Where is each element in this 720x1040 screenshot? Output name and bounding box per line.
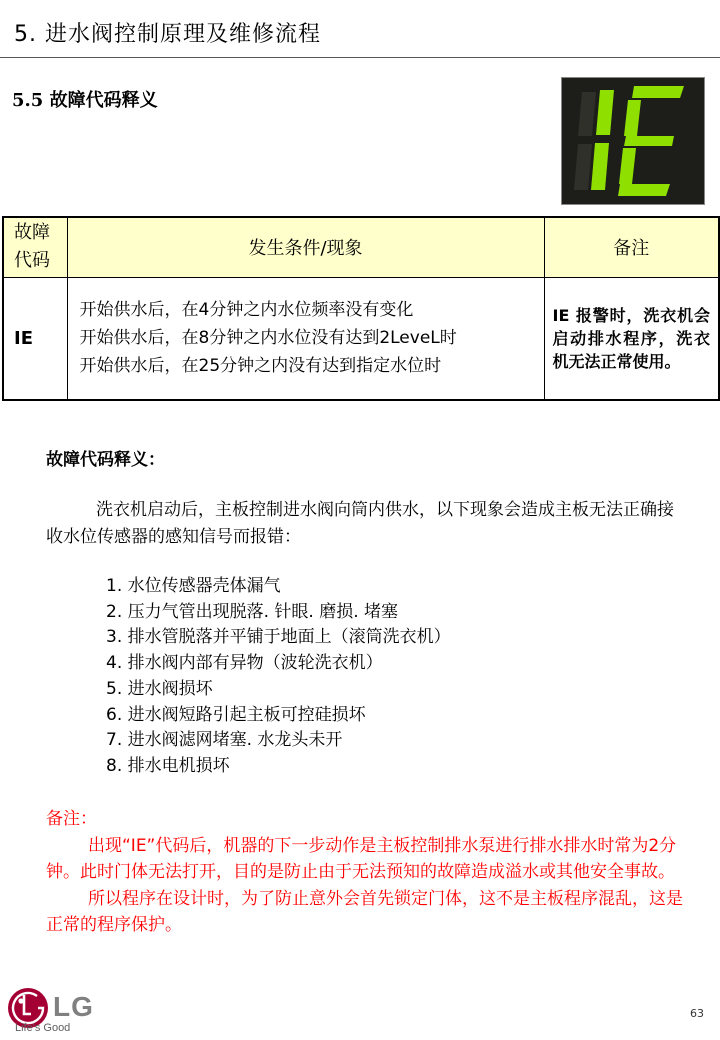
list-item: 1. 水位传感器壳体漏气 xyxy=(106,576,281,596)
header-divider xyxy=(0,57,720,58)
note-text: 所以程序在设计时，为了防止意外会首先锁定门体，这不是主板程序混乱，这是正常的程序保护。 xyxy=(46,888,683,935)
condition-line: 开始供水后，在8分钟之内水位没有达到2LeveL时 xyxy=(79,328,457,349)
ie-display-photo xyxy=(561,77,705,205)
remark-cell: IE 报警时，洗衣机会启动排水程序，洗衣机无法正常使用。 xyxy=(544,277,719,400)
note-paragraph xyxy=(46,833,691,886)
fault-code-table xyxy=(2,216,720,401)
logo-wordmark: LG xyxy=(53,991,94,1022)
condition-line: 开始供水后，在4分钟之内水位频率没有变化 xyxy=(79,300,414,321)
list-item: 2. 压力气管出现脱落. 针眼. 磨损. 堵塞 xyxy=(106,601,399,622)
header-fault-code: 故障代码 xyxy=(3,217,67,277)
table-row xyxy=(3,277,719,400)
list-item: 7. 进水阀滤网堵塞. 水龙头未开 xyxy=(106,730,343,751)
list-item: 4. 排水阀内部有异物（波轮洗衣机） xyxy=(106,653,383,674)
explanation-body xyxy=(46,497,686,551)
section-title: 5.5 故障代码释义 xyxy=(12,90,158,111)
note-paragraph xyxy=(46,886,691,939)
note-label: 备注： xyxy=(46,809,97,829)
note-block xyxy=(46,806,691,939)
page-number: 63 xyxy=(690,1007,704,1020)
logo-tagline: Life's Good xyxy=(15,1022,71,1034)
table-header-row xyxy=(3,217,719,277)
causes-list xyxy=(106,574,451,780)
header-remark: 备注 xyxy=(544,217,719,277)
list-item: 8. 排水电机损坏 xyxy=(106,755,230,776)
page-header-title: 5. 进水阀控制原理及维修流程 xyxy=(14,22,321,47)
fault-code-cell: IE xyxy=(3,277,67,400)
note-text: 出现“IE”代码后，机器的下一步动作是主板控制排水泵进行排水排水时常为2分钟。此时门体无法打开，目的是防止由于无法预知的故障造成溢水或其他安全事故。 xyxy=(46,835,677,882)
header-condition: 发生条件/现象 xyxy=(67,217,544,277)
explanation-title: 故障代码释义： xyxy=(46,450,165,470)
seven-segment-ie-icon xyxy=(562,78,704,204)
list-item: 6. 进水阀短路引起主板可控硅损坏 xyxy=(106,704,366,725)
list-item: 5. 进水阀损坏 xyxy=(106,678,213,699)
list-item: 3. 排水管脱落并平铺于地面上（滚筒洗衣机） xyxy=(106,627,451,648)
condition-cell xyxy=(67,277,544,400)
explanation-text: 洗衣机启动后，主板控制进水阀向筒内供水，以下现象会造成主板无法正确接收水位传感器的感知信号而报错： xyxy=(46,500,674,547)
condition-line: 开始供水后，在25分钟之内没有达到指定水位时 xyxy=(79,356,442,377)
lg-logo xyxy=(7,985,127,1035)
